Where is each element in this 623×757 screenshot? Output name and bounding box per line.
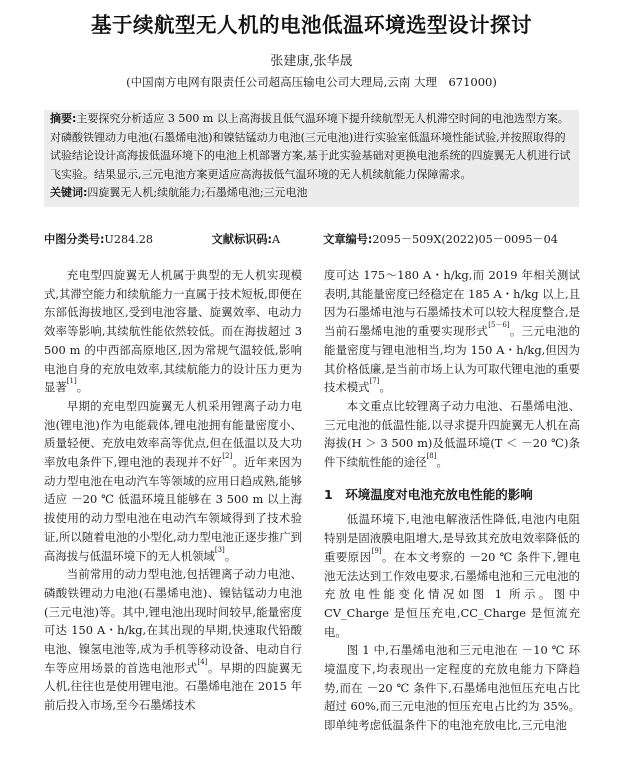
clc-value: U284.28 — [104, 233, 153, 246]
author-list: 张建康,张华晟 — [270, 54, 353, 69]
abstract-block — [44, 110, 579, 207]
left-column — [44, 266, 302, 715]
citation: [8] — [426, 452, 437, 461]
right-column — [324, 266, 580, 735]
citation: [1] — [66, 377, 77, 386]
section-heading: 1 环境温度对电池充放电性能的影响 — [324, 486, 533, 502]
paragraph: 度可达 175～180 A・h/kg,而 2019 年相关测试表明,其能量密度已经稳定在 185 A・h/kg 以上,且因为石墨烯电池与石墨烯技术可以较大程度整合,是当前石墨烯电池的重要实现形式[5－6]。三元电池的能量密度与锂电池相当,均为 150 A・h/kg,但因为其价格低廉,是当前市场上认为可取代锂电池的重要技术模式[7]。 — [324, 268, 580, 395]
abstract — [50, 110, 573, 184]
keywords — [50, 184, 573, 203]
paragraph: 本文重点比较锂离子动力电池、石墨烯电池、三元电池的低温性能,以寻求提升四旋翼无人机在高海拔(H ＞ 3 500 m)及低温环境(T ＜ －20 ℃)条件下续航性能的途径[8]。 — [324, 398, 580, 470]
keywords-text: 四旋翼无人机;续航能力;石墨烯电池;三元电池 — [87, 186, 308, 200]
article-no-label: 文章编号: — [323, 233, 373, 246]
citation: [2] — [222, 452, 233, 461]
citation: [3] — [214, 545, 225, 554]
classification-line — [44, 231, 579, 247]
citation: [9] — [371, 546, 382, 555]
clc-label: 中图分类号: — [44, 233, 105, 246]
doc-code-label: 文献标识码: — [211, 233, 272, 246]
keywords-label: 关键词: — [50, 186, 88, 200]
citation: [7] — [369, 377, 380, 386]
abstract-label: 摘要: — [50, 112, 77, 125]
citation: [4] — [197, 657, 208, 666]
paragraph: 早期的充电型四旋翼无人机采用锂离子动力电池(锂电池)作为电能载体,锂电池拥有能量密度小、质量轻便、充放电效率高等优点,但在低温以及大功率放电条件下,锂电池的表现并不好[2]。近年来因为动力型电池在电动汽车等领域的应用日趋成熟,能够适应 －20 ℃ 低温环境且能够在 3 500 m 以上海拔使用的动力型电池在电动汽车领域得到了技术验证,所以随着电池的小型化,动力型电池正逐步推广到高海拔与低温环境下的无人机领域[3]。 — [44, 398, 302, 563]
article-no-value: 2095－509X(2022)05－0095－04 — [372, 233, 558, 246]
abstract-text: 主要探究分析适应 3 500 m 以上高海拔且低气温环境下提升续航型无人机滞空时间的电池选型方案。对磷酸铁锂动力电池(石墨烯电池)和镍钴锰动力电池(三元电池)进行实验室低温环境性能试验,并按照取得的试验结论设计高海拔低温环境下的电池上机部署方案,基于此实验基础对更换电池系统的四旋翼无人机进行试飞实验。结果显示,三元电池方案更适应高海拔低气温环境的无人机续航能力保障需求。 — [50, 112, 571, 181]
citation: [5－6] — [488, 321, 510, 330]
paragraph: 低温环境下,电池电解液活性降低,电池内电阻特别是固液膜电阻增大,是导致其充放电效率降低的重要原因[9]。在本文考察的 －20 ℃ 条件下,锂电池无法达到工作效电要求,石墨烯电池和三元电池的充放电性能变化情况如图 1 所示。图中 CV_Charge 是恒压充电,CC_Charge 是恒流充电。 — [324, 512, 580, 639]
paper-title: 基于续航型无人机的电池低温环境选型设计探讨 — [91, 13, 532, 37]
paragraph: 图 1 中,石墨烯电池和三元电池在 －10 ℃ 环境温度下,均表现出一定程度的充放电能力下降趋势,而在 －20 ℃ 条件下,石墨烯电池恒压充电占比超过 60%,而三元电池的恒压充电占比约为 35%。即单纯考虑低温条件下的电池充放电比,三元电池 — [324, 643, 580, 733]
paragraph: 充电型四旋翼无人机属于典型的无人机实现模式,其滞空能力和续航能力一直属于技术短板,即便在东部低海拔地区,受到电池容量、旋翼效率、电动力效率等影响,其续航性能依然较低。而在海拔超过 3 500 m 的中西部高原地区,因为常规气温较低,影响电池自身的充放电效率,其续航能力的设计压力更为显著[1]。 — [44, 268, 302, 395]
doc-code-value: A — [271, 233, 281, 246]
affiliation: (中国南方电网有限责任公司超高压输电公司大理局,云南 大理 671000) — [126, 75, 497, 89]
paragraph: 当前常用的动力型电池,包括锂离子动力电池、磷酸铁锂动力电池(石墨烯电池)、镍钴锰动力电池(三元电池)等。其中,锂电池出现时间较早,能量密度可达 150 A・h/kg,在其出现的早期,快速取代铅酸电池、镍氢电池等,成为手机等移动设备、电动自行车等应用场景的首选电池形式[4]。早期的四旋翼无人机,往往也是使用锂电池。石墨烯电池在 2015 年前后投入市场,至今石墨烯技术 — [44, 567, 302, 713]
